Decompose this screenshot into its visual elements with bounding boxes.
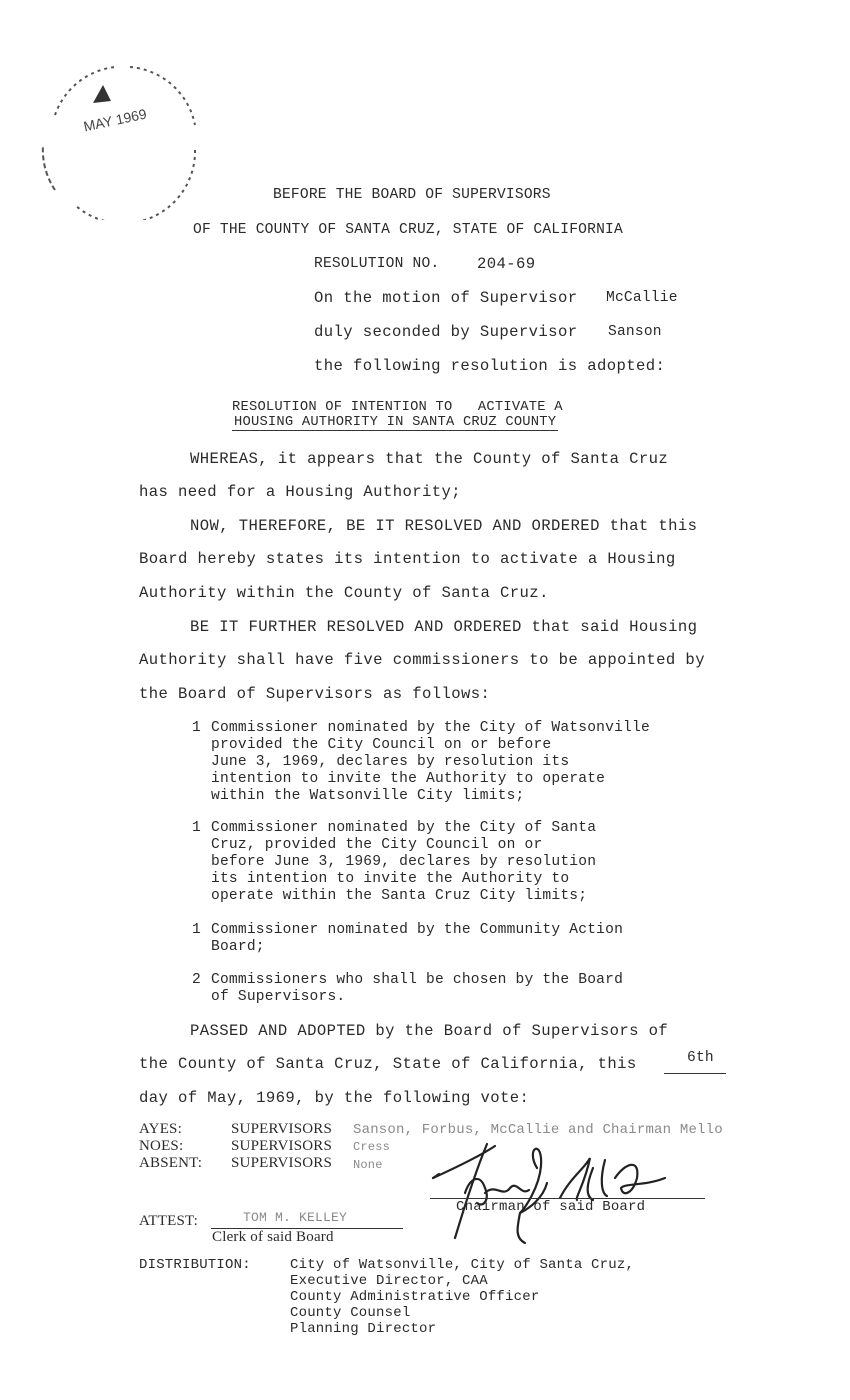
- ayes-names: Sanson, Forbus, McCallie and Chairman Mello: [353, 1122, 723, 1138]
- distribution-item: County Administrative Officer: [290, 1289, 540, 1305]
- distribution-item: City of Watsonville, City of Santa Cruz,: [290, 1257, 635, 1273]
- header-line1: BEFORE THE BOARD OF SUPERVISORS: [273, 187, 551, 203]
- commissioner-line: Commissioners who shall be chosen by the Board: [211, 972, 624, 988]
- header-line2: OF THE COUNTY OF SANTA CRUZ, STATE OF CALIFORNIA: [193, 222, 623, 238]
- distribution-label: DISTRIBUTION:: [139, 1257, 251, 1273]
- passed-day: 6th: [687, 1050, 714, 1066]
- therefore-line3: Authority within the County of Santa Cruz.: [139, 584, 549, 602]
- motion-supervisor: McCallie: [606, 290, 678, 306]
- commissioner-count: 1: [192, 922, 201, 938]
- commissioner-line: provided the City Council on or before: [211, 737, 552, 753]
- further-line3: the Board of Supervisors as follows:: [139, 685, 491, 703]
- noes-names: Cress: [353, 1140, 391, 1154]
- noes-label: NOES:: [139, 1138, 184, 1154]
- chairman-title: Chairman of said Board: [456, 1199, 646, 1215]
- ayes-label: AYES:: [139, 1121, 182, 1137]
- noes-supervisors: SUPERVISORS: [231, 1138, 333, 1154]
- received-stamp: [35, 55, 205, 220]
- commissioner-line: Commissioner nominated by the City of Watsonville: [211, 720, 650, 736]
- passed-line2: the County of Santa Cruz, State of California, this: [139, 1055, 637, 1073]
- distribution-item: County Counsel: [290, 1305, 411, 1321]
- day-underline: [664, 1073, 726, 1074]
- distribution-item: Planning Director: [290, 1321, 437, 1337]
- seconded-label: duly seconded by Supervisor: [314, 323, 578, 341]
- commissioner-line: Board;: [211, 939, 265, 955]
- stamp-arrow-icon: [93, 85, 111, 103]
- commissioner-line: within the Watsonville City limits;: [211, 788, 525, 804]
- seconded-supervisor: Sanson: [608, 324, 662, 340]
- commissioner-line: Commissioner nominated by the City of Santa: [211, 820, 597, 836]
- absent-label: ABSENT:: [139, 1155, 203, 1171]
- further-line2: Authority shall have five commissioners to be appointed by: [139, 651, 705, 669]
- distribution-item: Executive Director, CAA: [290, 1273, 488, 1289]
- commissioner-count: 1: [192, 820, 201, 836]
- commissioner-line: its intention to invite the Authority to: [211, 871, 570, 887]
- resolution-title-line1: RESOLUTION OF INTENTION TO ACTIVATE A: [232, 400, 563, 415]
- further-line1: BE IT FURTHER RESOLVED AND ORDERED that said Housing: [190, 618, 698, 636]
- commissioner-count: 2: [192, 972, 201, 988]
- attest-name: TOM M. KELLEY: [243, 1210, 348, 1225]
- resolution-number-label: RESOLUTION NO.: [314, 256, 440, 272]
- whereas-line1: WHEREAS, it appears that the County of Santa Cruz: [190, 450, 669, 468]
- chairman-signature: [425, 1138, 715, 1248]
- commissioner-count: 1: [192, 720, 201, 736]
- passed-line3: day of May, 1969, by the following vote:: [139, 1089, 530, 1107]
- motion-label: On the motion of Supervisor: [314, 289, 578, 307]
- absent-supervisors: SUPERVISORS: [231, 1155, 333, 1171]
- commissioner-line: June 3, 1969, declares by resolution its: [211, 754, 570, 770]
- adopted-line: the following resolution is adopted:: [314, 357, 666, 375]
- stamp-date: MAY 1969: [82, 105, 149, 135]
- absent-names: None: [353, 1158, 383, 1172]
- commissioner-line: operate within the Santa Cruz City limits;: [211, 888, 588, 904]
- commissioner-line: of Supervisors.: [211, 989, 346, 1005]
- attest-label: ATTEST:: [139, 1213, 198, 1229]
- resolution-number: 204-69: [477, 255, 536, 273]
- therefore-line1: NOW, THEREFORE, BE IT RESOLVED AND ORDERED that this: [190, 517, 698, 535]
- passed-line1: PASSED AND ADOPTED by the Board of Supervisors of: [190, 1022, 669, 1040]
- commissioner-line: Commissioner nominated by the Community Action: [211, 922, 624, 938]
- commissioner-line: before June 3, 1969, declares by resolution: [211, 854, 597, 870]
- attest-title: Clerk of said Board: [212, 1229, 334, 1245]
- resolution-title-line2: HOUSING AUTHORITY IN SANTA CRUZ COUNTY: [234, 415, 557, 430]
- commissioner-line: intention to invite the Authority to operate: [211, 771, 606, 787]
- ayes-supervisors: SUPERVISORS: [231, 1121, 333, 1137]
- therefore-line2: Board hereby states its intention to activate a Housing: [139, 550, 676, 568]
- whereas-line2: has need for a Housing Authority;: [139, 483, 462, 501]
- commissioner-line: Cruz, provided the City Council on or: [211, 837, 543, 853]
